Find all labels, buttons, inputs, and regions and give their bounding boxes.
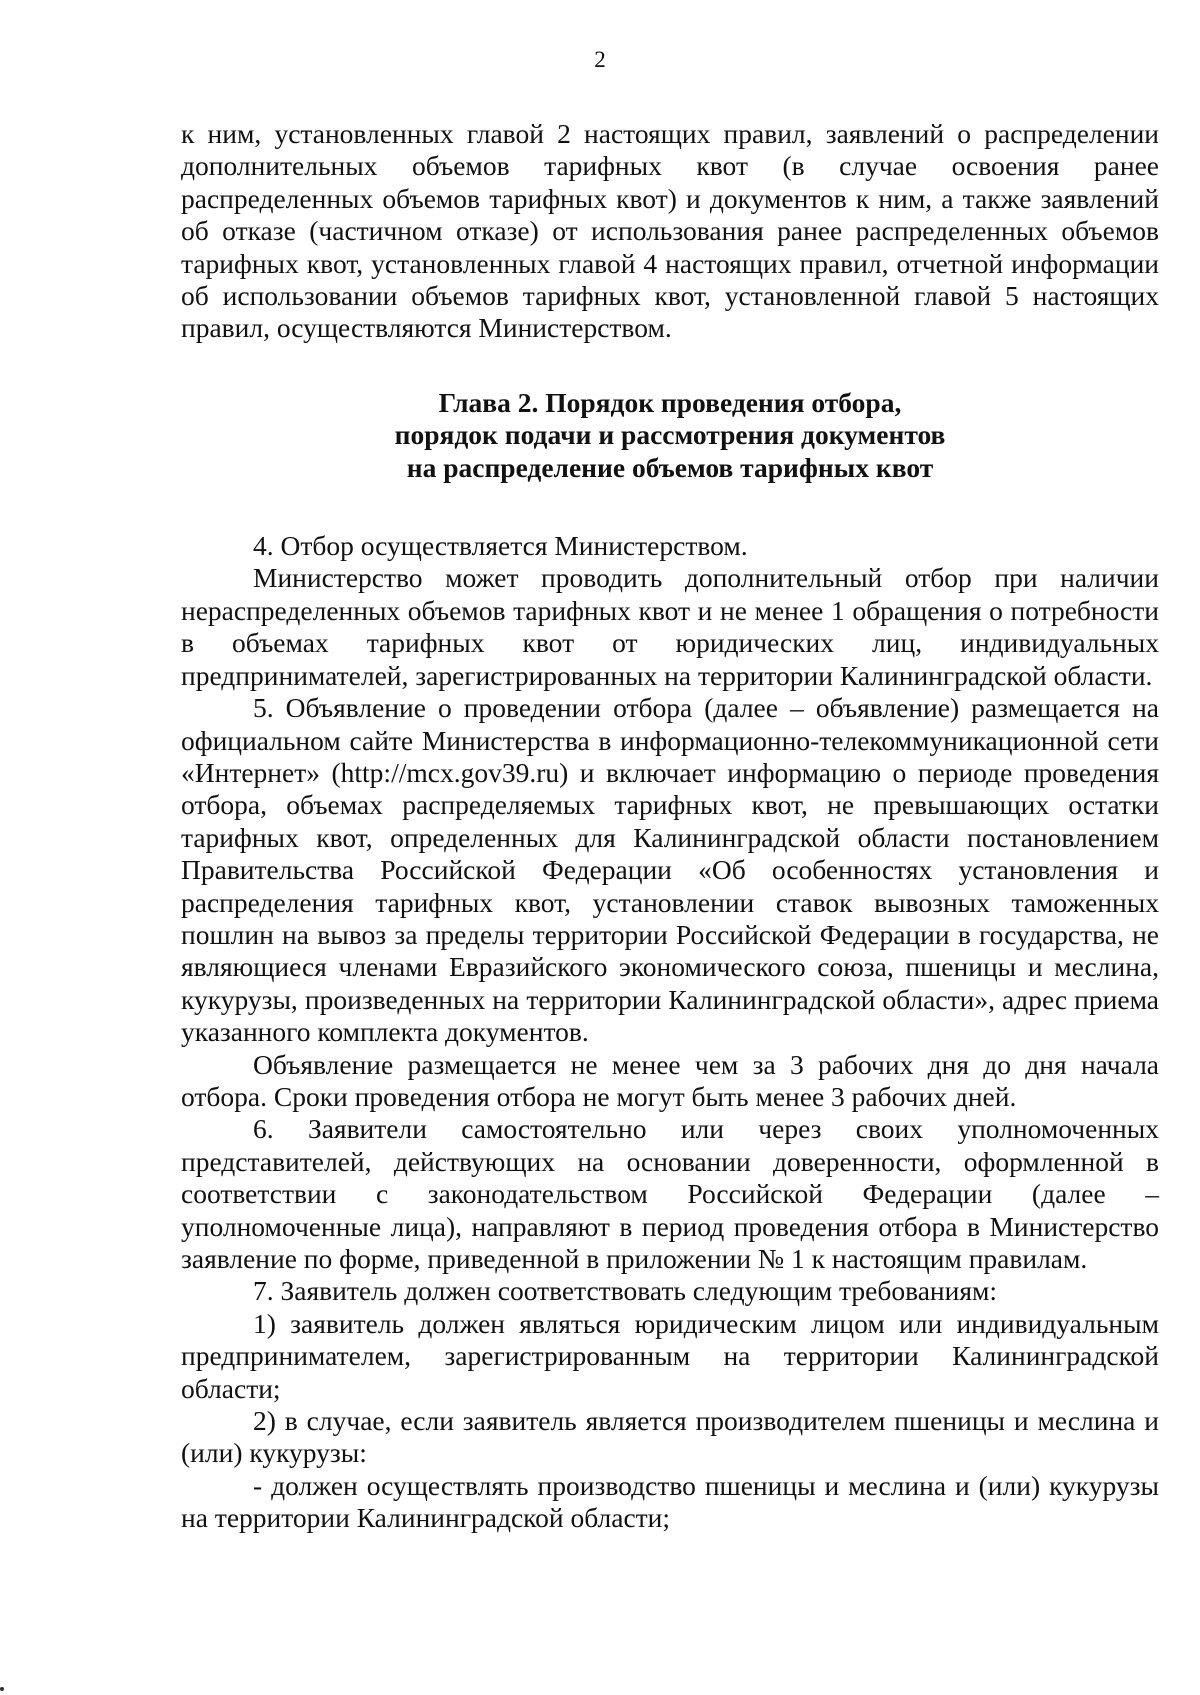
chapter-heading-line-2: порядок подачи и рассмотрения документов	[394, 419, 946, 451]
paragraph-requirement-2: 2) в случае, если заявитель является производителем пшеницы и меслина и (или) кукурузы:	[181, 1405, 1159, 1469]
paragraph-item-6: 6. Заявители самостоятельно или через своих уполномоченных представителей, действующих на основании доверенности, оформленной в соответствии с законодательством Российской Федерации (далее – уполномоченные лица), направляют в период проведения отбора в Министерство заявление по форме, приведенной в приложении № 1 к настоящим правилам.	[181, 1113, 1159, 1274]
paragraph-item-5: 5. Объявление о проведении отбора (далее – объявление) размещается на официальном сайте Министерства в информационно-телекоммуникационной сети «Интернет» (http://mcx.gov39.ru) и включает информацию о периоде проведения отбора, объемах распределяемых тарифных квот, не превышающих остатки тарифных квот, определенных для Калининградской области постановлением Правительства Российской Федерации «Об особенностях установления и распределения тарифных квот, установлении ставок вывозных таможенных пошлин на вывоз за пределы территории Российской Федерации в государства, не являющиеся членами Евразийского экономического союза, пшеницы и меслина, кукурузы, произведенных на территории Калининградской области», адрес приема указанного комплекта документов.	[181, 692, 1159, 1048]
paragraph-requirement-2-dash: - должен осуществлять производство пшеницы и меслина и (или) кукурузы на территории Калининградской области;	[181, 1469, 1159, 1534]
paragraph-announcement-timing: Объявление размещается не менее чем за 3 рабочих дня до дня начала отбора. Сроки проведения отбора не могут быть менее 3 рабочих дней.	[181, 1048, 1159, 1112]
scan-edge-mark	[0, 1687, 4, 1691]
paragraph-additional-selection: Министерство может проводить дополнительный отбор при наличии нераспределенных объемов тарифных квот и не менее 1 обращения о потребности в объемах тарифных квот от юридических лиц, индивидуальных предпринимателей, зарегистрированных на территории Калининградской области.	[181, 562, 1159, 691]
chapter-heading	[181, 345, 1159, 530]
paragraph-requirement-1: 1) заявитель должен являться юридическим лицом или индивидуальным предпринимателем, зарегистрированным на территории Калининградской области;	[181, 1307, 1159, 1404]
paragraph-item-7: 7. Заявитель должен соответствовать следующим требованиям:	[253, 1275, 998, 1307]
document-body	[181, 118, 1159, 1535]
page-number: 2	[594, 47, 606, 72]
paragraph-item-4: 4. Отбор осуществляется Министерством.	[253, 530, 748, 562]
chapter-heading-line-1: Глава 2. Порядок проведения отбора,	[438, 386, 902, 418]
paragraph-intro: к ним, установленных главой 2 настоящих правил, заявлений о распределении дополнительных объемов тарифных квот (в случае освоения ранее распределенных объемов тарифных квот) и документов к ним, а также заявлений об отказе (частичном отказе) от использования ранее распределенных объемов тарифных квот, установленных главой 4 настоящих правил, отчетной информации об использовании объемов тарифных квот, установленной главой 5 настоящих правил, осуществляются Министерством.	[181, 118, 1159, 344]
chapter-heading-line-3: на распределение объемов тарифных квот	[406, 451, 934, 483]
